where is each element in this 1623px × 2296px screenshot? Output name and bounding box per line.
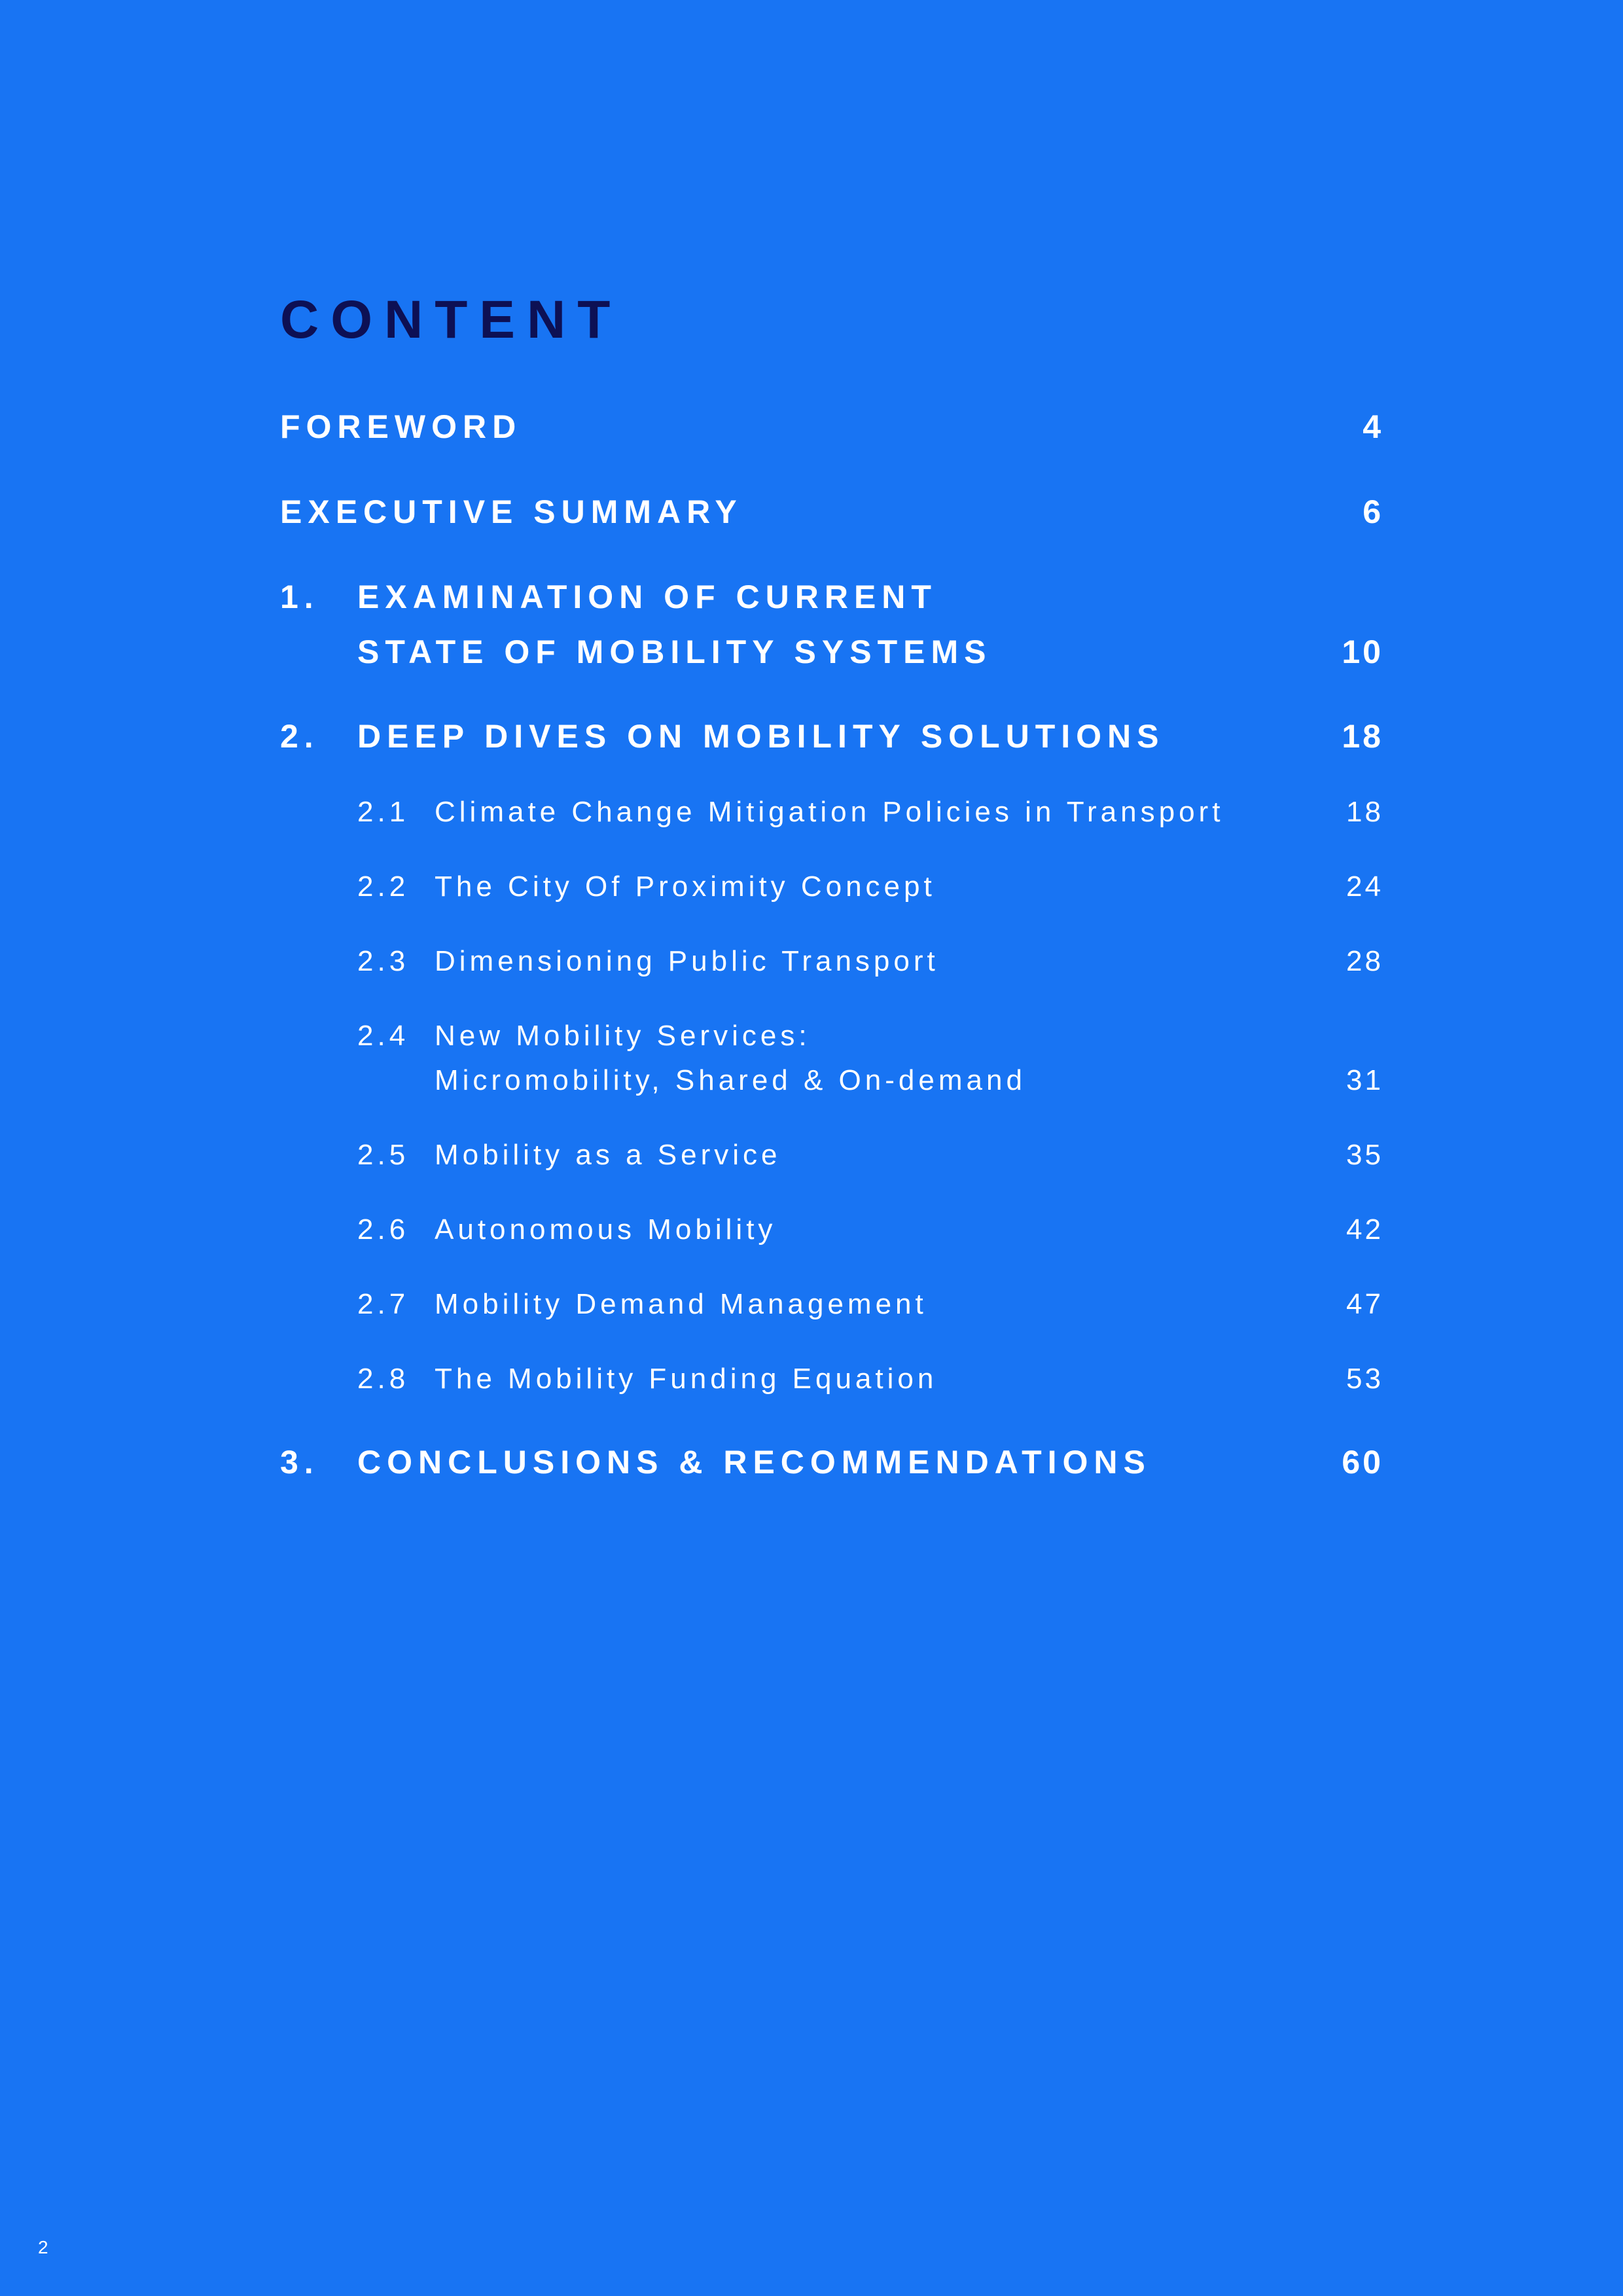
toc-entry-title: FOREWORD [280,408,522,445]
toc-entry-title: EXAMINATION OF CURRENT STATE OF MOBILITY SYSTEMS [357,579,992,670]
toc-entry-number: 2.1 [357,796,410,828]
toc-entry-number: 1. [280,579,319,615]
toc-entry-page: 28 [1346,945,1383,977]
toc-entry-number: 2.5 [357,1139,410,1171]
toc-entry-page: 24 [1346,870,1383,903]
toc-entry-number: 2.8 [357,1363,410,1395]
toc-entry-page: 42 [1346,1213,1383,1246]
toc-entry-title: Mobility Demand Management [435,1288,927,1320]
toc-entry-page: 18 [1342,718,1383,755]
toc-entry-number: 3. [280,1444,319,1480]
page-title: CONTENT [280,290,622,350]
toc-entry-title: EXECUTIVE SUMMARY [280,493,743,530]
toc-entry-title: CONCLUSIONS & RECOMMENDATIONS [357,1444,1151,1480]
toc-entry-title: The City Of Proximity Concept [435,870,936,903]
toc-entry-page: 60 [1342,1444,1383,1480]
toc-entry-page: 6 [1363,493,1383,530]
toc-entry-number: 2. [280,718,319,755]
toc-entry-page: 47 [1346,1288,1383,1320]
toc-entry-number: 2.4 [357,1020,410,1052]
toc-entry-title: New Mobility Services: Micromobility, Shared & On-demand [435,1020,1026,1096]
toc-entry-number: 2.3 [357,945,410,977]
toc-entry-number: 2.2 [357,870,410,903]
toc-entry-title: The Mobility Funding Equation [435,1363,938,1395]
toc-entry-title: Climate Change Mitigation Policies in Transport [435,796,1224,828]
footer-page-number: 2 [38,2237,48,2257]
toc-entry-page: 18 [1346,796,1383,828]
toc-entry-page: 4 [1363,408,1383,445]
toc-entry-title: DEEP DIVES ON MOBILITY SOLUTIONS [357,718,1165,755]
toc-entry-number: 2.7 [357,1288,410,1320]
toc-entry-title: Mobility as a Service [435,1139,781,1171]
toc-entry-page: 10 [1342,634,1383,670]
toc-entry-page: 53 [1346,1363,1383,1395]
toc-entry-page: 35 [1346,1139,1383,1171]
toc-entry-page: 31 [1346,1064,1383,1096]
toc-entry-title: Autonomous Mobility [435,1213,777,1246]
toc-entry-number: 2.6 [357,1213,410,1246]
toc-entry-title: Dimensioning Public Transport [435,945,939,977]
